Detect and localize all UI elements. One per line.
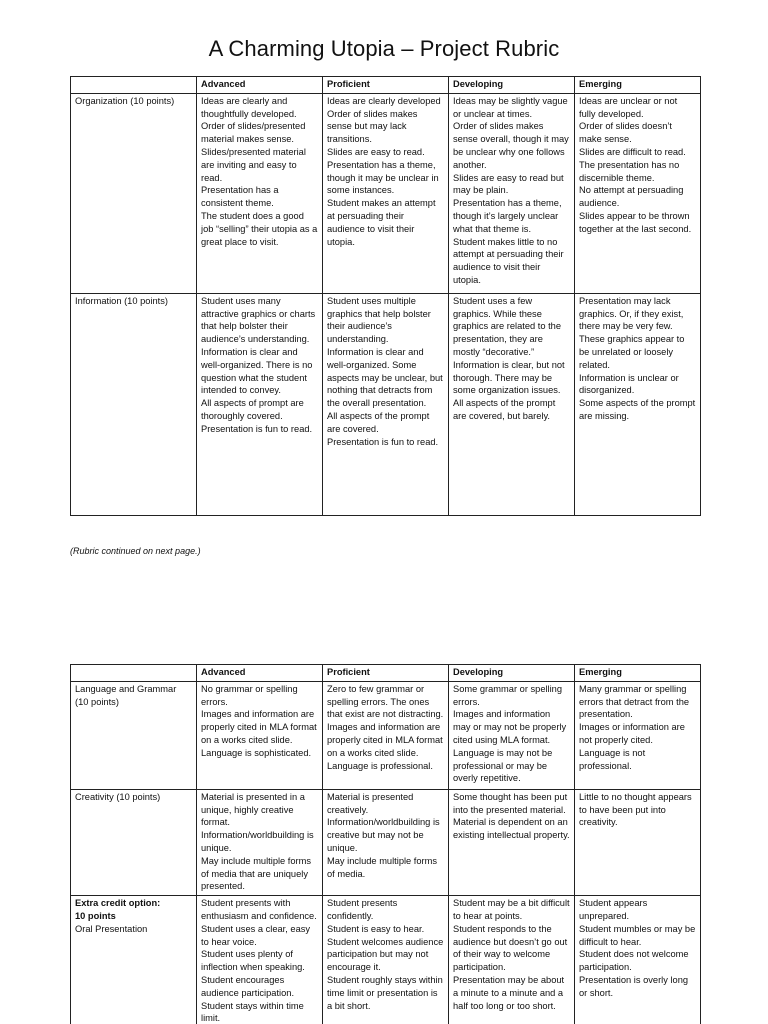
cell-line: Images and information may or may not be properly cited using MLA format.: [453, 709, 567, 745]
cell-line: Material is presented in a unique, highly creative format.: [201, 791, 305, 828]
cell-line: Ideas are clearly and thoughtfully developed.: [201, 95, 297, 119]
cell-line: May include multiple forms of media.: [327, 855, 438, 879]
cell-line: Student roughly stays within time limit or presentation is a bit short.: [327, 974, 443, 1011]
cell-line: Presentation is fun to read.: [201, 423, 313, 434]
cell-line: Student uses plenty of inflection when speaking.: [201, 949, 305, 973]
cell-line: Order of slides/presented material makes sense.: [201, 121, 306, 145]
cell-line: Student uses a few graphics. While these graphics are related to the presentation, they are mostly “decorative.”: [453, 295, 562, 357]
header-blank: [71, 665, 197, 682]
row-language-grammar: [71, 681, 701, 789]
cell-line: Information (10 points): [75, 295, 169, 306]
proficient-cell: [323, 896, 449, 1024]
cell-line: Information/worldbuilding is creative but may not be unique.: [327, 817, 440, 853]
cell-line: Material is dependent on an existing intellectual property.: [453, 817, 570, 841]
page-title: A Charming Utopia – Project Rubric: [208, 36, 560, 61]
cell-line: Extra credit option:: [75, 898, 161, 909]
criterion-cell: [71, 789, 197, 895]
cell-line: Information is clear and well-organized. There is no question what the student intended to convey.: [201, 346, 313, 396]
criterion-cell: [71, 896, 197, 1024]
cell-line: No attempt at persuading audience.: [579, 185, 684, 209]
proficient-cell: [323, 789, 449, 895]
cell-line: Language is not professional.: [579, 747, 646, 771]
header-advanced: Advanced: [197, 77, 323, 94]
cell-line: Little to no thought appears to have been put into creativity.: [579, 791, 692, 828]
cell-line: Images and information are properly cited in MLA format on a works cited slide.: [327, 722, 443, 758]
header-proficient: Proficient: [323, 77, 449, 94]
cell-line: Presentation is fun to read.: [327, 436, 439, 447]
cell-line: Ideas may be slightly vague or unclear at times.: [453, 95, 568, 119]
cell-line: Student uses a clear, easy to hear voice.: [201, 923, 311, 947]
cell-line: Zero to few grammar or spelling errors. The ones that exist are not distracting.: [327, 683, 444, 720]
extra-credit-label: [75, 897, 192, 923]
row-information: [71, 293, 701, 515]
criterion-cell: [71, 93, 197, 293]
emerging-cell: [575, 789, 701, 895]
cell-line: Order of slides makes sense overall, though it may be unclear why one follows another.: [453, 121, 569, 170]
header-proficient: Proficient: [323, 665, 449, 682]
rubric-table-2: [70, 664, 701, 1024]
criterion-cell: [71, 681, 197, 789]
oral-presentation-label: [75, 923, 192, 936]
cell-line: Ideas are unclear or not fully developed.: [579, 95, 678, 119]
cell-line: Many grammar or spelling errors that detract from the presentation.: [579, 683, 690, 720]
header-emerging: Emerging: [575, 665, 701, 682]
proficient-cell: [323, 681, 449, 789]
cell-line: Order of slides doesn’t make sense.: [579, 121, 673, 145]
cell-line: Presentation may lack graphics. Or, if they exist, there may be very few. These graphics appear to be unrelated or loosely related.: [579, 295, 685, 370]
continued-note: (Rubric continued on next page.): [70, 546, 201, 556]
header-emerging: Emerging: [575, 77, 701, 94]
cell-line: Images or information are not properly cited.: [579, 722, 685, 745]
cell-line: Presentation has a theme, though it may be unclear in some instances.: [327, 159, 439, 196]
cell-line: Student presents with enthusiasm and confidence.: [201, 898, 317, 921]
cell-line: Student mumbles or may be difficult to hear.: [579, 923, 696, 947]
cell-line: The presentation has no discernible theme.: [579, 159, 680, 183]
cell-line: Student responds to the audience but doesn’t go out of their way to welcome participation.: [453, 923, 568, 973]
cell-line: Student is easy to hear.: [327, 923, 425, 934]
cell-line: Presentation is overly long or short.: [579, 974, 689, 998]
cell-line: No grammar or spelling errors.: [201, 683, 298, 707]
cell-line: Language and Grammar (10 points): [75, 683, 177, 707]
advanced-cell: [197, 93, 323, 293]
header-row: [71, 665, 701, 682]
header-row: [71, 77, 701, 94]
cell-line: May include multiple forms of media that are uniquely presented.: [201, 855, 312, 892]
cell-line: Presentation has a consistent theme.: [201, 185, 279, 209]
cell-line: Student welcomes audience participation but may not encourage it.: [327, 936, 444, 973]
cell-line: Creativity (10 points): [75, 791, 161, 802]
cell-line: Information is clear and well-organized. Some aspects may be unclear, but nothing that detracts from the overall presentation.: [327, 346, 443, 409]
cell-line: Some thought has been put into the presented material.: [453, 791, 568, 815]
cell-line: Student appears unprepared.: [579, 898, 648, 921]
cell-line: Student may be a bit difficult to hear at points.: [453, 898, 570, 921]
emerging-cell: [575, 896, 701, 1024]
cell-line: 10 points: [75, 910, 116, 921]
row-creativity: [71, 789, 701, 895]
cell-line: Order of slides makes sense but may lack transitions.: [327, 108, 418, 145]
cell-line: Oral Presentation: [75, 923, 148, 934]
cell-line: Information is clear, but not thorough. There may be some organization issues.: [453, 359, 565, 396]
row-organization: [71, 93, 701, 293]
header-developing: Developing: [449, 665, 575, 682]
developing-cell: [449, 293, 575, 515]
cell-line: Presentation has a theme, though it’s largely unclear what that theme is.: [453, 198, 562, 234]
cell-line: Slides/presented material are inviting and easy to read.: [201, 146, 306, 183]
developing-cell: [449, 896, 575, 1024]
advanced-cell: [197, 896, 323, 1024]
cell-line: All aspects of the prompt are covered, but barely.: [453, 398, 556, 421]
developing-cell: [449, 789, 575, 895]
cell-line: Language is sophisticated.: [201, 747, 312, 758]
developing-cell: [449, 681, 575, 789]
cell-line: Student makes little to no attempt at persuading their audience to visit their utopia.: [453, 236, 564, 285]
header-blank: [71, 77, 197, 94]
header-developing: Developing: [449, 77, 575, 94]
cell-line: Student does not welcome participation.: [579, 949, 689, 973]
row-oral-presentation: [71, 896, 701, 1024]
cell-line: Presentation may be about a minute to a minute and a half too long or too short.: [453, 974, 565, 1011]
proficient-cell: [323, 293, 449, 515]
cell-line: Some aspects of the prompt are missing.: [579, 398, 696, 421]
cell-line: Slides are difficult to read.: [579, 146, 686, 157]
cell-line: All aspects of the prompt are covered.: [327, 410, 430, 434]
cell-line: Student uses many attractive graphics or charts that help bolster their audience’s understanding.: [201, 295, 316, 345]
cell-line: Slides are easy to read.: [327, 146, 425, 157]
emerging-cell: [575, 293, 701, 515]
cell-line: Slides appear to be thrown together at the last second.: [579, 210, 692, 234]
cell-line: Organization (10 points): [75, 95, 175, 106]
cell-line: Information/worldbuilding is unique.: [201, 830, 314, 853]
cell-line: Student encourages audience participation.: [201, 974, 295, 998]
cell-line: Student makes an attempt at persuading their audience to visit their utopia.: [327, 198, 436, 247]
cell-line: Language is may not be professional or may be overly repetitive.: [453, 747, 553, 784]
advanced-cell: [197, 681, 323, 789]
developing-cell: [449, 93, 575, 293]
cell-line: Information is unclear or disorganized.: [579, 372, 679, 396]
cell-line: The student does a good job “selling” their utopia as a great place to visit.: [201, 210, 318, 247]
cell-line: Student presents confidently.: [327, 898, 398, 921]
advanced-cell: [197, 293, 323, 515]
cell-line: Material is presented creatively.: [327, 791, 414, 815]
criterion-cell: [71, 293, 197, 515]
advanced-cell: [197, 789, 323, 895]
proficient-cell: [323, 93, 449, 293]
cell-line: Some grammar or spelling errors.: [453, 683, 563, 707]
cell-line: Language is professional.: [327, 760, 433, 771]
cell-line: Student uses multiple graphics that help bolster their audience’s understanding.: [327, 295, 431, 345]
rubric-table-1: [70, 76, 701, 516]
cell-line: Student stays within time limit.: [201, 1000, 304, 1024]
cell-line: All aspects of prompt are thoroughly covered.: [201, 398, 304, 421]
cell-line: Slides are easy to read but may be plain.: [453, 172, 564, 196]
emerging-cell: [575, 681, 701, 789]
header-advanced: Advanced: [197, 665, 323, 682]
cell-line: Images and information are properly cited in MLA format on a works cited slide.: [201, 709, 317, 745]
emerging-cell: [575, 93, 701, 293]
cell-line: Ideas are clearly developed: [327, 95, 441, 106]
